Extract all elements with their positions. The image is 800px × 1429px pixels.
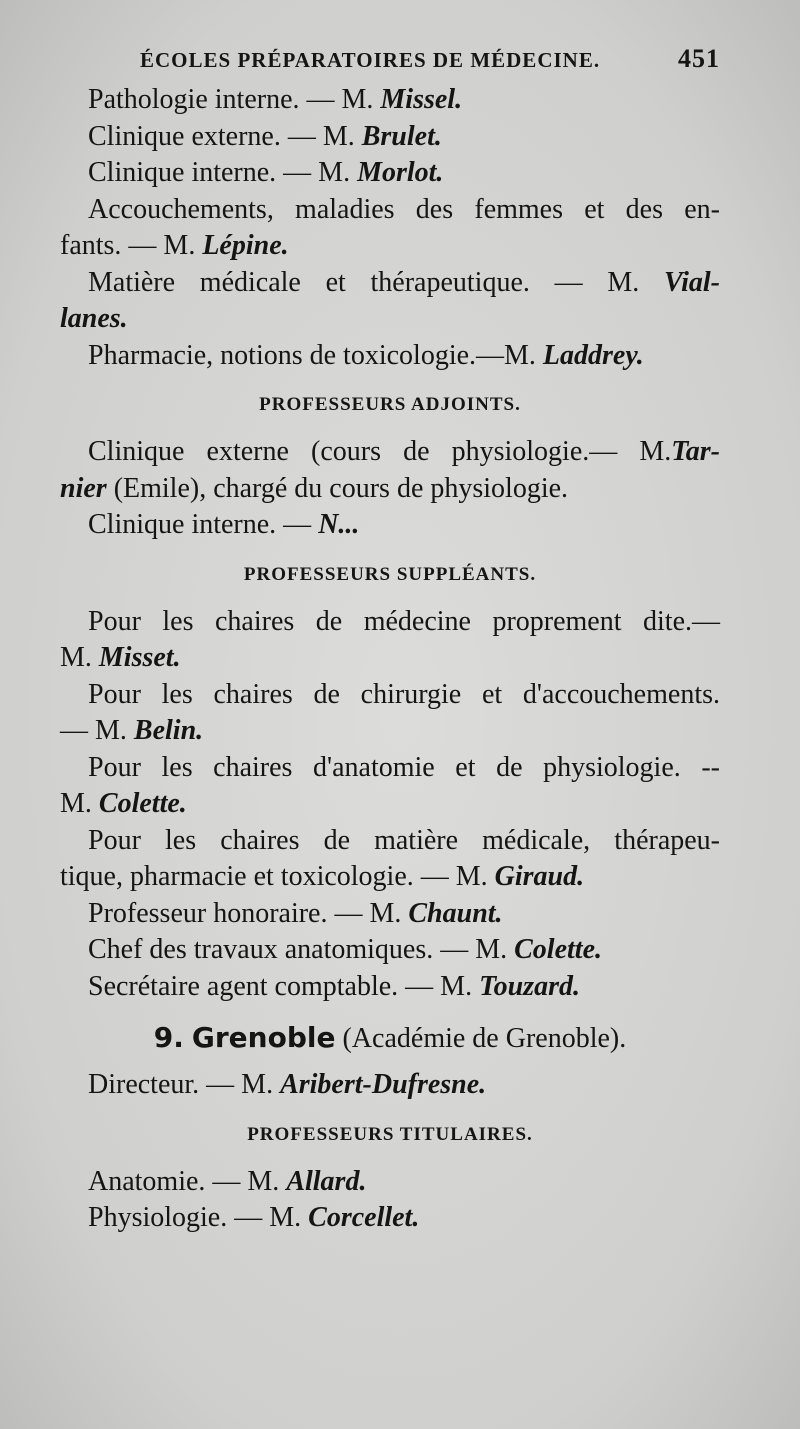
person-name: Colette.	[98, 788, 187, 819]
person-name: Allard.	[286, 1165, 367, 1197]
city-name: Grenoble	[191, 1021, 336, 1054]
person-name: Touzard.	[479, 970, 580, 1002]
section-heading-suppleants: PROFESSEURS SUPPLÉANTS.	[243, 563, 537, 585]
city-number: 9.	[153, 1021, 184, 1054]
person-name: lanes.	[60, 303, 128, 334]
entry-line: Pour les chaires de médecine proprement dite.—	[88, 605, 720, 637]
person-name: Laddrey.	[542, 339, 644, 371]
entry-line: Pathologie interne. — M. Missel.	[88, 84, 463, 115]
person-name: Aribert-Dufresne.	[280, 1069, 487, 1100]
person-name: N...	[318, 509, 360, 540]
entry-line: Clinique interne. — M. Morlot.	[88, 157, 444, 188]
person-name: Missel.	[380, 84, 463, 115]
person-name: Lépine.	[202, 230, 289, 261]
person-name: Tar-	[671, 436, 720, 467]
entry-line: nier (Emile), chargé du cours de physiologie.	[60, 472, 569, 504]
entry-line: Clinique interne. — N...	[88, 509, 360, 540]
entry-line: Clinique externe (cours de physiologie.— M.Tar-	[88, 436, 720, 467]
entry-line: Pour les chaires de matière médicale, thérapeu-	[88, 824, 720, 856]
entry-line: Secrétaire agent comptable. — M. Touzard.	[88, 970, 580, 1002]
page-number: 451	[678, 44, 720, 73]
person-name: Misset.	[98, 642, 181, 673]
entry-line: Clinique externe. — M. Brulet.	[88, 120, 442, 152]
entry-line: Accouchements, maladies des femmes et des en-	[88, 193, 720, 225]
person-name: Corcellet.	[308, 1202, 420, 1233]
entry-line: Pour les chaires d'anatomie et de physiologie. --	[88, 751, 720, 783]
city-heading	[60, 1005, 720, 1067]
entry-line: Physiologie. — M. Corcellet.	[88, 1202, 420, 1233]
entry-line: Matière médicale et thérapeutique. — M. Vial-	[88, 266, 720, 298]
entry-line: fants. — M. Lépine.	[60, 230, 289, 261]
person-name: Colette.	[514, 934, 602, 965]
page-content	[60, 38, 720, 1237]
entry-line	[60, 301, 720, 338]
entry-line: M. Colette.	[60, 788, 187, 819]
person-name: Giraud.	[494, 861, 585, 892]
person-name: Morlot.	[357, 157, 444, 188]
entry-line: Directeur. — M. Aribert-Dufresne.	[88, 1069, 487, 1100]
person-name: Chaunt.	[408, 897, 503, 929]
section-heading-titulaires: PROFESSEURS TITULAIRES.	[247, 1123, 533, 1145]
entry-line: Professeur honoraire. — M. Chaunt.	[88, 897, 503, 929]
entry-line: Pour les chaires de chirurgie et d'accouchements.	[88, 678, 720, 710]
person-name: Vial-	[663, 266, 720, 298]
section-heading-adjoints: PROFESSEURS ADJOINTS.	[259, 394, 521, 415]
person-name: Belin.	[133, 715, 204, 746]
entry-line: Pharmacie, notions de toxicologie.—M. Laddrey.	[88, 339, 644, 371]
person-name: nier	[60, 472, 107, 504]
entry-line: M. Misset.	[60, 642, 181, 673]
running-head	[60, 38, 720, 82]
entry-line: — M. Belin.	[60, 715, 204, 746]
entry-line: tique, pharmacie et toxicologie. — M. Giraud.	[60, 861, 585, 892]
city-academy: (Académie de Grenoble).	[342, 1023, 627, 1054]
entry-line: Chef des travaux anatomiques. — M. Colette.	[88, 934, 602, 965]
running-head-title: ÉCOLES PRÉPARATOIRES DE MÉDECINE.	[140, 48, 601, 72]
person-name: Brulet.	[361, 120, 442, 152]
entry-line: Anatomie. — M. Allard.	[88, 1165, 367, 1197]
